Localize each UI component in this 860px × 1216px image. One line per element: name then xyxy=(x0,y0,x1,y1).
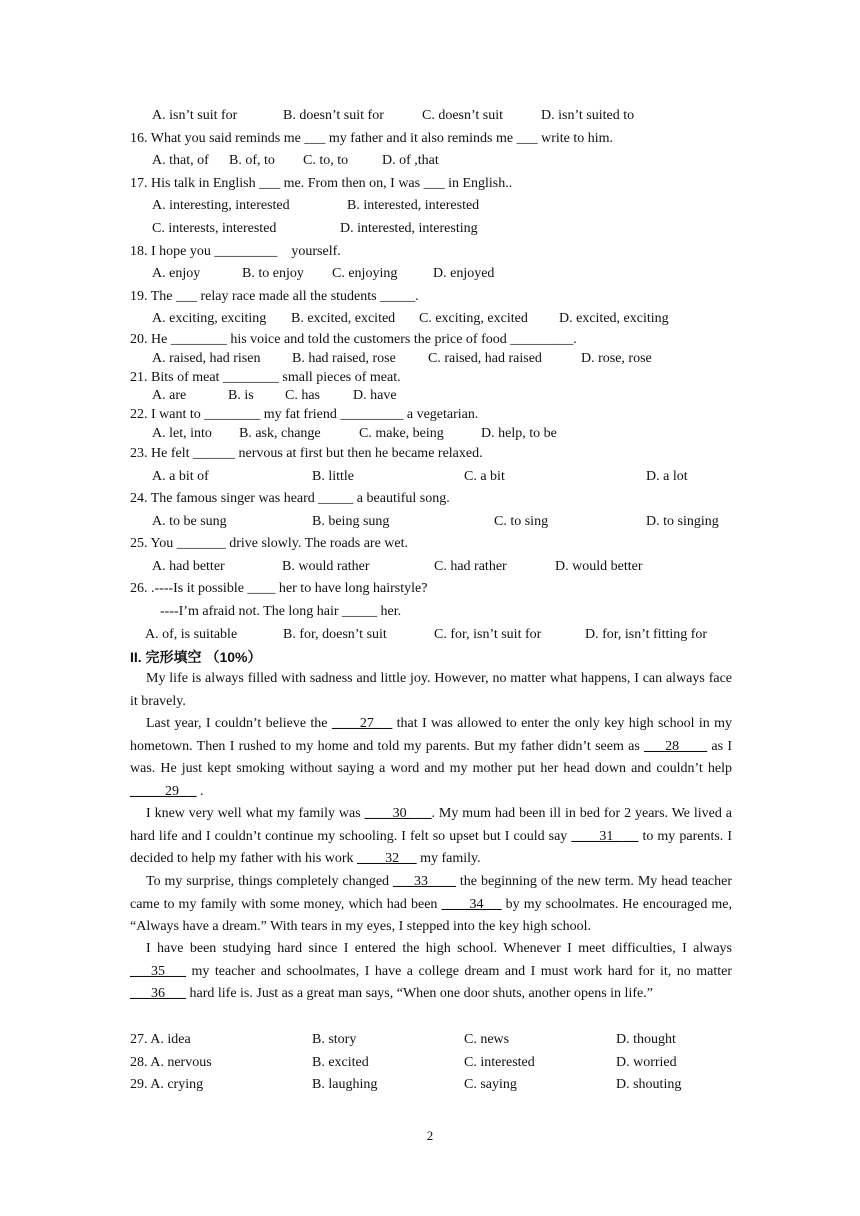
q17-option-c: C. interests, interested xyxy=(152,221,277,236)
q20-option-d: D. rose, rose xyxy=(581,351,652,366)
q20-option-b: B. had raised, rose xyxy=(292,351,396,366)
q25-option-c: C. had rather xyxy=(434,559,507,574)
q28-option-d: D. worried xyxy=(616,1055,677,1070)
q22-stem: 22. I want to ________ my fat friend _________ a vegetarian. xyxy=(130,407,479,422)
q26-option-d: D. for, isn’t fitting for xyxy=(585,627,708,642)
blank-34: ____34_ _ xyxy=(441,896,502,912)
q23-option-c: C. a bit xyxy=(464,469,505,484)
q15-option-a: A. isn’t suit for xyxy=(152,108,238,123)
q24-option-d: D. to singing xyxy=(646,514,719,529)
page-number: 2 xyxy=(426,1128,434,1143)
paragraph-text: that I was allowed to enter the only key high school in my hometown. Then I rushed to my home and told my parents. But my father didn’t seem as xyxy=(130,716,732,754)
q27-option-d: D. thought xyxy=(616,1032,676,1047)
paragraph-text: the beginning of the new term. My head teacher came to my family with some money, which had been xyxy=(130,874,733,912)
q28-option-c: C. interested xyxy=(464,1055,535,1070)
q15-option-c: C. doesn’t suit xyxy=(422,108,504,123)
paragraph-text: my teacher and schoolmates, I have a college dream and I must work hard for it, no matter xyxy=(186,963,732,979)
q21-option-d: D. have xyxy=(353,388,397,403)
q20-stem: 20. He ________ his voice and told the customers the price of food _________. xyxy=(130,332,577,347)
blank-36: ___36___ xyxy=(130,986,186,1001)
q26-option-a: A. of, is suitable xyxy=(145,627,238,642)
q17-stem: 17. His talk in English ___ me. From then on, I was ___ in English.. xyxy=(130,176,513,191)
q29-option-c: C. saying xyxy=(464,1077,517,1092)
q28-option-b: B. excited xyxy=(312,1055,369,1070)
q22-option-c: C. make, being xyxy=(359,426,444,441)
paragraph-text: To my surprise, things completely changed xyxy=(146,874,393,889)
q28-option-a: 28. A. nervous xyxy=(130,1055,212,1070)
q18-option-c: C. enjoying xyxy=(332,266,398,281)
passage-paragraph-1 xyxy=(130,668,732,713)
q19-option-b: B. excited, excited xyxy=(291,311,396,326)
q24-stem: 24. The famous singer was heard _____ a beautiful song. xyxy=(130,491,450,506)
q19-option-c: C. exciting, excited xyxy=(419,311,528,326)
q19-option-a: A. exciting, exciting xyxy=(152,311,267,326)
paragraph-text: My life is always filled with sadness and little joy. However, no matter what happens, I can always face it bravely. xyxy=(130,671,732,709)
q23-stem: 23. He felt ______ nervous at first but then he became relaxed. xyxy=(130,446,483,461)
q17-option-b: B. interested, interested xyxy=(347,198,480,213)
q27-option-a: 27. A. idea xyxy=(130,1032,191,1047)
q27-option-b: B. story xyxy=(312,1032,357,1047)
q18-option-a: A. enjoy xyxy=(152,266,201,281)
q25-stem: 25. You _______ drive slowly. The roads are wet. xyxy=(130,536,409,551)
q22-option-b: B. ask, change xyxy=(239,426,321,441)
q25-option-a: A. had better xyxy=(152,559,225,574)
q29-option-d: D. shouting xyxy=(616,1077,682,1092)
q21-option-a: A. are xyxy=(152,388,187,403)
blank-35: ___35___ xyxy=(130,963,186,979)
passage-paragraph-2 xyxy=(130,713,732,803)
paragraph-text: as I was. He just kept smoking without saying a word and my mother put her head down and couldn’t help xyxy=(130,738,732,776)
q15-option-b: B. doesn’t suit for xyxy=(283,108,384,123)
q19-option-d: D. excited, exciting xyxy=(559,311,669,326)
blank-32: ____32_ _ xyxy=(357,851,417,866)
blank-27: ____27_ _ xyxy=(331,716,393,731)
q15-option-d: D. isn’t suited to xyxy=(541,108,635,123)
q22-option-d: D. help, to be xyxy=(481,426,557,441)
q18-option-d: D. enjoyed xyxy=(433,266,495,281)
q26-option-b: B. for, doesn’t suit xyxy=(283,627,387,642)
q17-option-d: D. interested, interesting xyxy=(340,221,478,236)
q23-option-b: B. little xyxy=(312,469,354,484)
q16-option-d: D. of ,that xyxy=(382,153,439,168)
q25-option-b: B. would rather xyxy=(282,559,370,574)
paragraph-text: Last year, I couldn’t believe the xyxy=(146,716,332,731)
q26-stem: 26. .----Is it possible ____ her to have long hairstyle? xyxy=(130,581,428,596)
q26-option-c: C. for, isn’t suit for xyxy=(434,627,542,642)
paragraph-text: I knew very well what my family was xyxy=(146,806,365,821)
paragraph-text: . xyxy=(196,783,204,799)
q25-option-d: D. would better xyxy=(555,559,643,574)
blank-31: ____31_ __ xyxy=(571,828,639,844)
q24-option-c: C. to sing xyxy=(494,514,549,529)
blank-30: ____30_ __ xyxy=(364,806,432,821)
q18-stem: 18. I hope you _________ yourself. xyxy=(130,244,341,259)
passage-paragraph-4 xyxy=(130,871,732,939)
paragraph-text: by my schoolmates. He encouraged me, “Always have a dream.” With tears in my eyes, I stepped into the key high school. xyxy=(130,896,733,934)
blank-33: ___33____ xyxy=(392,874,456,889)
q19-stem: 19. The ___ relay race made all the students _____. xyxy=(130,289,419,304)
q18-option-b: B. to enjoy xyxy=(242,266,304,281)
q29-option-a: 29. A. crying xyxy=(130,1077,204,1092)
q16-option-c: C. to, to xyxy=(303,153,349,168)
paragraph-text: . My mum had been ill in bed for 2 years. We lived a hard life and I couldn’t continue my schooling. I felt so upset but I could say xyxy=(130,806,733,844)
q23-option-d: D. a lot xyxy=(646,469,688,484)
q26-stem-response: ----I’m afraid not. The long hair _____ her. xyxy=(160,604,402,619)
q23-option-a: A. a bit of xyxy=(152,469,209,484)
paragraph-text: my family. xyxy=(416,851,481,866)
q24-option-a: A. to be sung xyxy=(152,514,227,529)
q29-option-b: B. laughing xyxy=(312,1077,378,1092)
paragraph-text: to my parents. I decided to help my father with his work xyxy=(130,828,733,866)
q20-option-a: A. raised, had risen xyxy=(152,351,261,366)
q16-stem: 16. What you said reminds me ___ my father and it also reminds me ___ write to him. xyxy=(130,131,614,146)
section-heading-cloze: II. 完形填空 （10%） xyxy=(130,649,262,665)
q27-option-c: C. news xyxy=(464,1032,510,1047)
q17-option-a: A. interesting, interested xyxy=(152,198,290,213)
q21-stem: 21. Bits of meat ________ small pieces of meat. xyxy=(130,370,401,385)
q21-option-b: B. is xyxy=(228,388,254,403)
q24-option-b: B. being sung xyxy=(312,514,390,529)
paragraph-text: hard life is. Just as a great man says, “When one door shuts, another opens in life.” xyxy=(186,986,653,1001)
q20-option-c: C. raised, had raised xyxy=(428,351,542,366)
passage-paragraph-5 xyxy=(130,938,732,1006)
q16-option-a: A. that, of xyxy=(152,153,209,168)
q22-option-a: A. let, into xyxy=(152,426,212,441)
q16-option-b: B. of, to xyxy=(229,153,275,168)
blank-28: ___28____ xyxy=(644,738,708,754)
passage-paragraph-3 xyxy=(130,803,732,871)
blank-29: _____29_ _ xyxy=(130,783,197,799)
paragraph-text: I have been studying hard since I entered the high school. Whenever I meet difficulties, I always xyxy=(146,941,732,956)
q21-option-c: C. has xyxy=(285,388,320,403)
